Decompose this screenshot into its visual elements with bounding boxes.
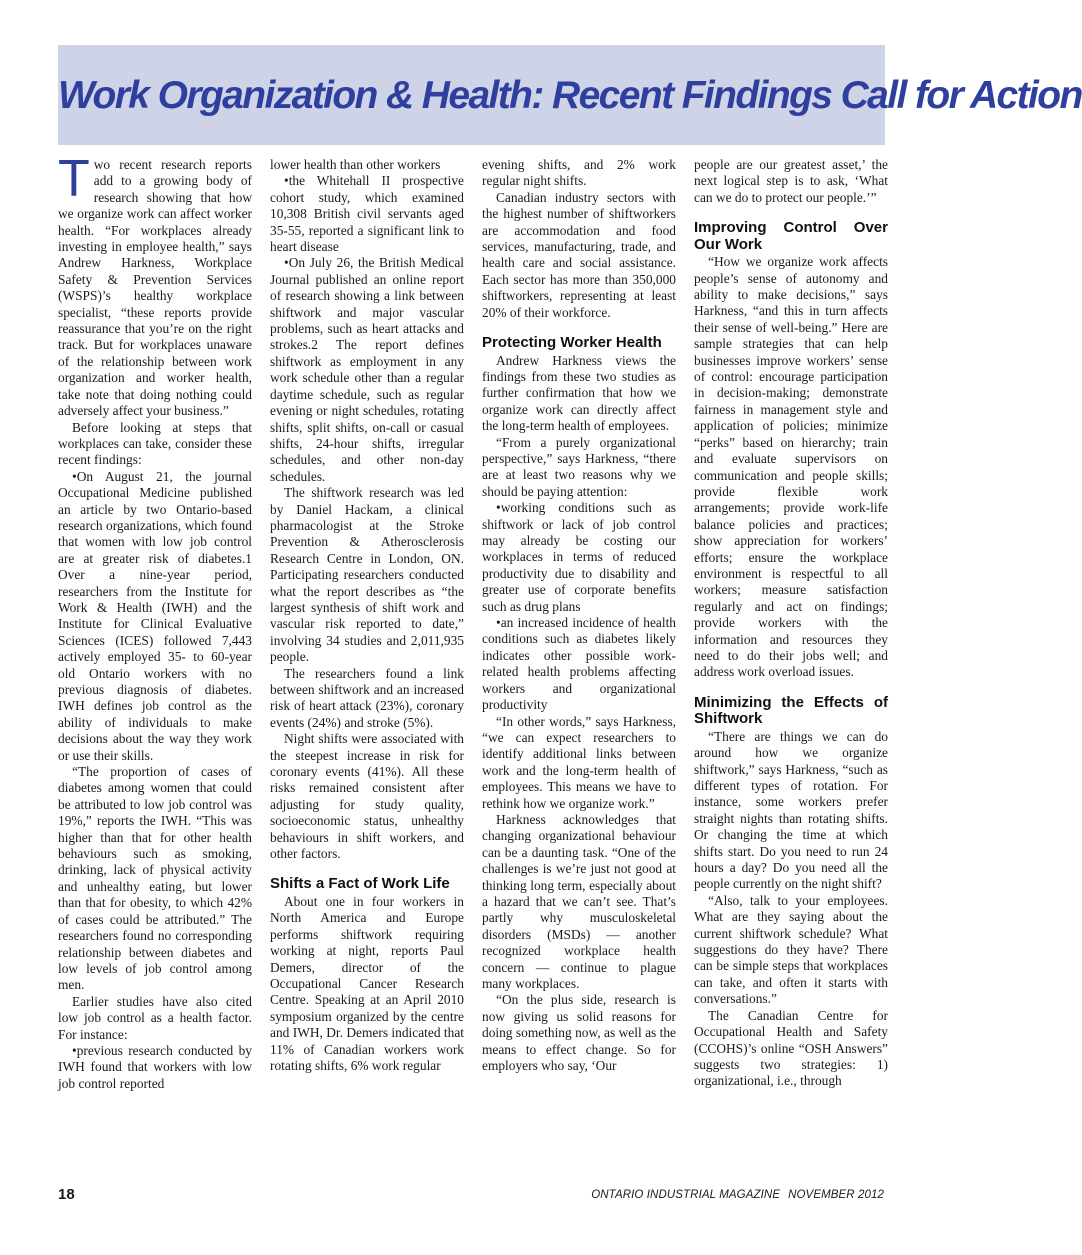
paragraph: Andrew Harkness views the findings from these two studies as further confirmation that how we organize work can directly affect the long-term health of employees.	[482, 352, 676, 434]
section-heading: Minimizing the Effects of Shiftwork	[694, 693, 888, 728]
paragraph: “There are things we can do around how we organize shiftwork,” says Harkness, “such as different types of rotation. For instance, some workers prefer straight nights than rotating shifts. Or changing the time at which shifts start. Do you need to run 24 hours a day? Do you need all the people currently on the night shift?	[694, 728, 888, 892]
paragraph: The Canadian Centre for Occupational Health and Safety (CCOHS)’s online “OSH Answers” suggests two strategies: 1) organizational, i.e., through	[694, 1007, 888, 1089]
bullet-item: • working conditions such as shiftwork or lack of job control may already be costing our workplaces in terms of reduced productivity due to disability and greater use of corporate benefits such as drug plans	[482, 500, 676, 615]
paragraph: people are our greatest asset,’ the next logical step is to ask, ‘What can we do to protect our people.’”	[694, 157, 888, 205]
section-heading: Protecting Worker Health	[482, 334, 662, 352]
publication-name: ONTARIO INDUSTRIAL MAGAZINE	[591, 1189, 781, 1201]
paragraph: “From a purely organizational perspective,” says Harkness, “there are at least two reasons why we should be paying attention:	[482, 434, 676, 499]
paragraph: The shiftwork research was led by Daniel Hackam, a clinical pharmacologist at the Stroke Prevention & Atherosclerosis Research Centre in London, ON. Participating researchers conducted what the report describes as “the largest synthesis of shift work and vascular risk reported to date,” involving 34 studies and 2,011,935 people.	[270, 485, 464, 665]
bullet-item: • On August 21, the journal Occupational Medicine published an article by two Ontario-based research organizations, which found that women with low job control are at greater risk of diabetes.1 Over a nine-year period, researchers from the Institute for Work & Health (IWH) and the Institute for Clinical Evaluative Sciences (ICES) followed 7,443 actively employed 35- to 60-year old Ontario workers with no previous diagnosis of diabetes. IWH defines job control as the ability of individuals to make decisions about the way they work or use their skills.	[58, 469, 252, 764]
section-heading: Improving Control Over Our Work	[694, 219, 888, 253]
article-title: Work Organization & Health: Recent Findings Call for Action	[58, 74, 1082, 117]
column-1	[58, 150, 252, 1092]
paragraph: Earlier studies have also cited low job control as a health factor. For instance:	[58, 993, 252, 1042]
issue-date: NOVEMBER 2012	[788, 1189, 884, 1201]
paragraph: The researchers found a link between shiftwork and an increased risk of heart attack (23%), coronary events (24%) and stroke (5%).	[270, 665, 464, 730]
footer-publication	[591, 1189, 884, 1201]
paragraph: wo recent research reports add to a growing body of research showing that how we organize work can affect worker health. “For workplaces already investing in employee health,” says Andrew Harkness, Workplace Safety & Prevention Services (WSPS)’s healthy workplace specialist, “these reports provide reassurance that you’re on the right track. But for workplaces unaware of the relationship between work organization and worker health, take note that doing nothing could adversely affect your business.”	[58, 157, 252, 419]
drop-cap: T	[58, 150, 90, 208]
paragraph: “Also, talk to your employees. What are they saying about the current shiftwork schedule? What suggestions do they have? There can be simple steps that workplaces can take, and often it starts with conversations.”	[694, 892, 888, 1007]
paragraph: evening shifts, and 2% work regular night shifts.	[482, 157, 676, 189]
paragraph: About one in four workers in North America and Europe performs shiftwork requiring working at night, reports Paul Demers, director of the Occupational Cancer Research Centre. Speaking at an April 2010 symposium organized by the centre and IWH, Dr. Demers indicated that 11% of Canadian workers work rotating shifts, 6% work regular	[270, 893, 464, 1074]
bullet-item: • On July 26, the British Medical Journal published an online report of research showing a link between shiftwork and major vascular problems, such as heart attacks and strokes.2 The report defines shiftwork as employment in any work schedule other than a regular daytime schedule, such as regular evening or night schedules, rotating shifts, split shifts, on-call or casual shifts, 24-hour shifts, irregular schedules, and other non-day schedules.	[270, 255, 464, 485]
paragraph: Night shifts were associated with the steepest increase in risk for coronary events (41%). All these risks remained consistent after adjusting for study quality, socioeconomic status, unhealthy behaviours in shift workers, and other factors.	[270, 731, 464, 862]
paragraph: Before looking at steps that workplaces can take, consider these recent findings:	[58, 419, 252, 468]
paragraph: “The proportion of cases of diabetes among women that could be attributed to low job control was 19%,” reports the IWH. “This was higher than that for other health behaviours such as smoking, drinking, lack of physical activity and unhealthy eating, but lower than that for obesity, to which 42% of cases could be attributed.” The researchers found no corresponding relationship between diabetes and low levels of job control among men.	[58, 764, 252, 993]
paragraph: “In other words,” says Harkness, “we can expect researchers to identify additional links between work and the long-term health of employees. This means we have to rethink how we organize work.”	[482, 713, 676, 811]
paragraph: “How we organize work affects people’s sense of autonomy and ability to make decisions,” says Harkness, “and this in turn affects their sense of well-being.” Here are sample strategies that can help businesses improve workers’ sense of control: encourage participation in decision-making; demonstrate fairness in management style and application of policies; minimize “perks” based on hierarchy; train and evaluate supervisors on communication and people skills; provide flexible work arrangements; provide work-life balance policies and practices; show appreciation for workers’ efforts; ensure the workplace environment is respectful to all workers; measure satisfaction regularly and act on findings; provide workers with the information and resources they need to do their jobs well; and address work overload issues.	[694, 254, 888, 680]
bullet-item: • the Whitehall II prospective cohort study, which examined 10,308 British civil servants aged 35-55, reported a significant link to heart disease	[270, 173, 464, 255]
section-heading: Shifts a Fact of Work Life	[270, 875, 450, 893]
column-3	[482, 157, 676, 1074]
bullet-item: • an increased incidence of health conditions such as diabetes likely indicates other possible work-related health problems affecting workers and organizational productivity	[482, 615, 676, 713]
paragraph: lower health than other workers	[270, 157, 441, 172]
bullet-item: • previous research conducted by IWH found that workers with low job control reported	[58, 1043, 252, 1092]
column-2	[270, 157, 464, 1074]
column-4	[694, 157, 888, 1090]
page-number: 18	[58, 1186, 75, 1203]
paragraph: Harkness acknowledges that changing organizational behaviour can be a daunting task. “One of the challenges is we’re just not good at thinking long term, especially about a hazard that we can’t see. That’s partly why musculoskeletal disorders (MSDs) — another recognized workplace health concern — continue to plague many workplaces.	[482, 811, 676, 991]
paragraph: “On the plus side, research is now giving us solid reasons for doing something now, as well as the means to effect change. So for employers who say, ‘Our	[482, 992, 676, 1074]
paragraph: Canadian industry sectors with the highest number of shiftworkers are accommodation and food services, manufacturing, trade, and health care and social assistance. Each sector has more than 350,000 shiftworkers, representing at least 20% of their workforce.	[482, 189, 676, 320]
